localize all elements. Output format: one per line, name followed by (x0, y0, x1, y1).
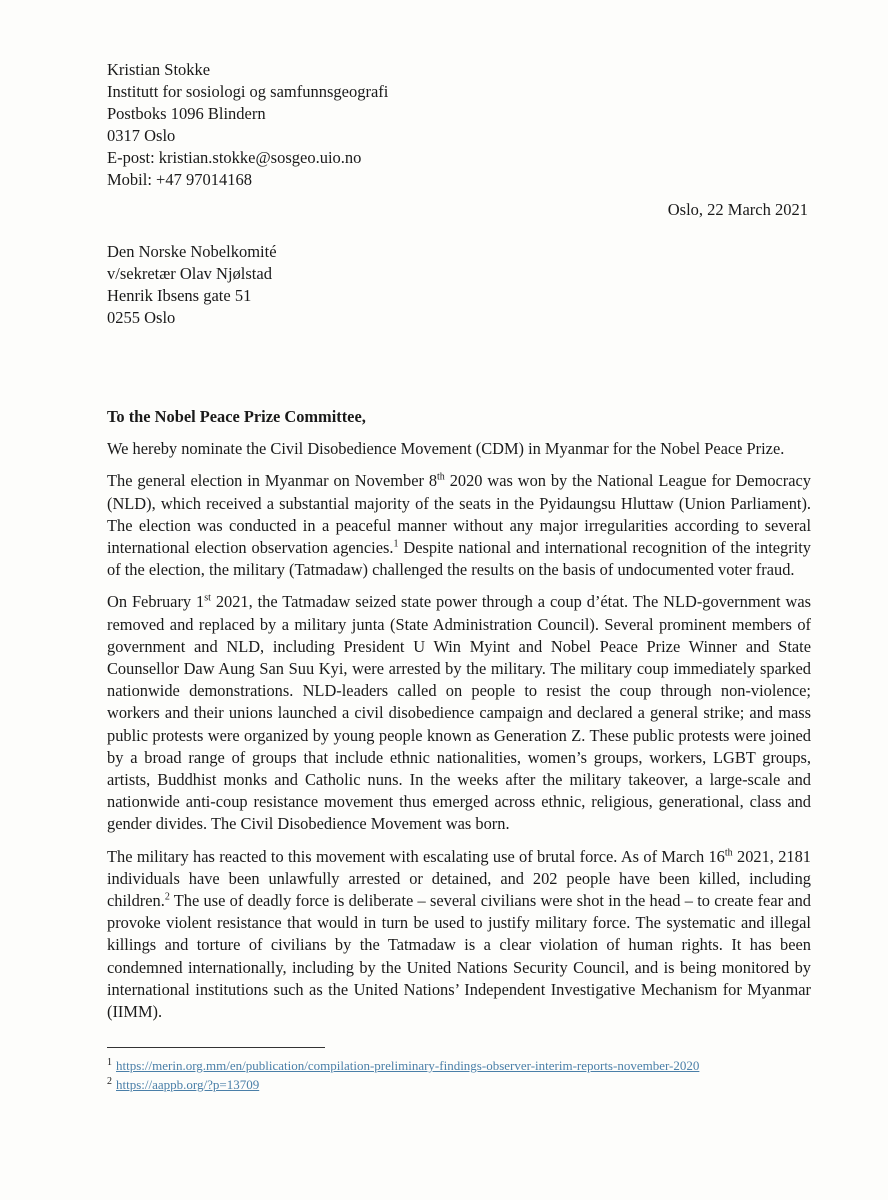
paragraph-violence-text-3: The use of deadly force is deliberate – several civilians were shot in the head – to create fear and provoke violent resistance that would in turn be used to justify military force. The systematic and illegal killings and torture of civilians by the Tatmadaw is a clear violation of human rights. It has been condemned internationally, including by the United Nations Security Council, and is being monitored by international institutions such as the United Nations’ Independent Investigative Mechanism for Myanmar (IIMM). (107, 891, 811, 1022)
footnote-divider (107, 1047, 325, 1048)
letter-date: Oslo, 22 March 2021 (667, 200, 808, 219)
sender-name: Kristian Stokke (107, 60, 211, 79)
footnote-ref-1: 1 (393, 538, 399, 550)
letter-body (107, 406, 811, 1033)
footnote-number: 1 (107, 1056, 112, 1068)
paragraph-election-text-3: Despite national and international recognition of the integrity of the election, the military (Tatmadaw) challenged the results on the basis of undocumented voter fraud. (107, 538, 811, 580)
ordinal-suffix: st (204, 592, 211, 604)
sender-city: 0317 Oslo (107, 126, 176, 145)
paragraph-violence (107, 846, 811, 1024)
salutation: To the Nobel Peace Prize Committee, (107, 407, 366, 426)
sender-email: E-post: kristian.stokke@sosgeo.uio.no (107, 148, 362, 167)
footnote-1 (107, 1056, 699, 1075)
paragraph-violence-text-1: The military has reacted to this movement with escalating use of brutal force. As of March 16 (107, 846, 725, 866)
ordinal-suffix: th (724, 847, 733, 859)
recipient-city: 0255 Oslo (107, 308, 176, 327)
footnotes (107, 1056, 699, 1094)
sender-phone: Mobil: +47 97014168 (107, 170, 252, 189)
footnote-ref-2: 2 (164, 891, 170, 903)
paragraph-coup (107, 591, 811, 835)
sender-institution: Institutt for sosiologi og samfunnsgeografi (107, 82, 389, 101)
footnote-number: 2 (107, 1075, 112, 1087)
footnote-link-1[interactable]: https://merin.org.mm/en/publication/compilation-preliminary-findings-observer-interim-reports-november-2020 (116, 1058, 700, 1073)
footnote-link-2[interactable]: https://aappb.org/?p=13709 (116, 1077, 260, 1092)
paragraph-violence-text-2: 2021, 2181 individuals have been unlawfully arrested or detained, and 202 people have been killed, including children. (107, 846, 811, 911)
ordinal-suffix: th (437, 471, 445, 483)
recipient-org: Den Norske Nobelkomité (107, 242, 277, 261)
footnote-2 (107, 1075, 699, 1094)
paragraph-coup-text-2: 2021, the Tatmadaw seized state power through a coup d’état. The NLD-government was removed and replaced by a military junta (State Administration Council). Several prominent members of government and NLD, including President U Win Myint and Nobel Peace Prize Winner and State Counsellor Daw Aung San Suu Kyi, were arrested by the military. The military coup immediately sparked nationwide demonstrations. NLD-leaders called on people to resist the coup through non-violence; workers and their unions launched a civil disobedience campaign and declared a general strike; and mass public protests were organized by young people known as Generation Z. These public protests were joined by a broad range of groups that include ethnic nationalities, women’s groups, workers, LGBT groups, artists, Buddhist monks and Catholic nuns. In the weeks after the military takeover, a large-scale and nationwide anti-coup resistance movement thus emerged across ethnic, religious, generational, class and gender divides. The Civil Disobedience Movement was born. (107, 592, 812, 834)
recipient-street: Henrik Ibsens gate 51 (107, 286, 252, 305)
sender-address: Postboks 1096 Blindern (107, 104, 266, 123)
paragraph-nomination: We hereby nominate the Civil Disobedience Movement (CDM) in Myanmar for the Nobel Peace Prize. (107, 439, 785, 459)
paragraph-election (107, 470, 811, 581)
sender-block (107, 59, 388, 191)
paragraph-coup-text-1: On February 1 (107, 592, 205, 612)
recipient-attention: v/sekretær Olav Njølstad (107, 264, 272, 283)
recipient-block (107, 241, 277, 329)
paragraph-election-text-1: The general election in Myanmar on November 8 (107, 471, 438, 491)
paragraph-election-text-2: 2020 was won by the National League for Democracy (NLD), which received a substantial majority of the seats in the Pyidaungsu Hluttaw (Union Parliament). The election was conducted in a peaceful manner without any major irregularities according to several international election observation agencies. (107, 471, 812, 558)
